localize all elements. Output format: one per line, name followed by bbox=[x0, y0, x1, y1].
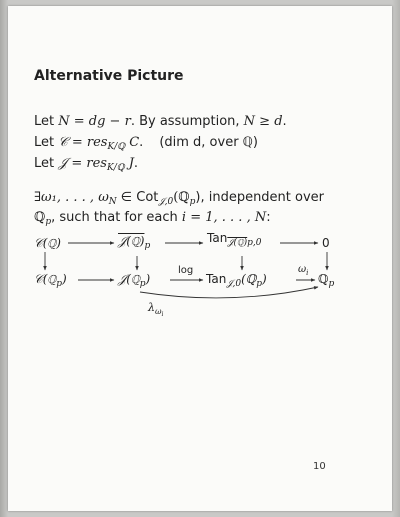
line-4-mid: ∈ Cot bbox=[116, 190, 159, 205]
node-Qp-sub: p bbox=[328, 279, 335, 289]
line-5-math: ℚ bbox=[34, 210, 46, 225]
node-Tan-top-label: Tan bbox=[207, 231, 228, 245]
arrow-label-log-text: log bbox=[178, 265, 194, 276]
node-Tan-bottom-sub: 𝒥,0 bbox=[226, 279, 242, 289]
arrow-label-lambda-text: λ bbox=[148, 301, 155, 314]
line-4-math2: (ℚ bbox=[173, 190, 190, 205]
line-4-math: ∃ω₁, . . . , ω bbox=[34, 190, 109, 205]
line-4-sub2: 𝒥,0 bbox=[158, 197, 174, 207]
node-Tan-top-sub: 𝒥(ℚ) bbox=[227, 238, 248, 248]
node-C-Qp-label: 𝒞(ℚ bbox=[34, 272, 57, 286]
node-C-Q-label: 𝒞(ℚ) bbox=[34, 236, 61, 250]
node-J-Qp: 𝒥(ℚ$_p$) bbox=[118, 272, 151, 289]
line-2-sub: K/ℚ bbox=[107, 142, 126, 152]
line-1-mid: . By assumption, bbox=[130, 114, 244, 129]
node-J-Q-sub: p bbox=[144, 241, 151, 251]
arrow-label-omega-sub: i bbox=[306, 269, 309, 277]
slide-title: Alternative Picture bbox=[34, 68, 184, 84]
line-5-math2: i = 1, . . . , N bbox=[181, 210, 267, 225]
line-2-end: . bbox=[139, 135, 144, 150]
line-3-math2: J bbox=[124, 156, 134, 171]
line-1-math2: N ≥ d bbox=[243, 114, 283, 129]
line-4-sub: N bbox=[108, 197, 117, 207]
line-4-sub3: p bbox=[189, 197, 196, 207]
node-Qp-label: ℚ bbox=[318, 272, 329, 286]
node-C-Qp: 𝒞(ℚ$_p$) bbox=[34, 272, 67, 289]
arrow-label-omega-text: ω bbox=[298, 264, 307, 275]
line-1-end: . bbox=[282, 114, 287, 129]
line-2-math2: C bbox=[125, 135, 140, 150]
line-4-end: ), independent over bbox=[195, 190, 325, 205]
line-1-prefix: Let bbox=[34, 114, 59, 129]
line-5-end: : bbox=[266, 210, 271, 225]
arrow-label-lambda-subsub: i bbox=[161, 311, 164, 318]
line-2-prefix: Let bbox=[34, 135, 59, 150]
line-5-sub: p bbox=[45, 217, 52, 227]
node-Tan-top-sub2: p,0 bbox=[247, 238, 262, 248]
node-J-Qp-label: 𝒥(ℚ bbox=[118, 272, 140, 286]
node-C-Qp-sub: p bbox=[56, 279, 63, 289]
line-3-sub: K/ℚ bbox=[106, 163, 125, 173]
arrow-label-lambda-sub: ω bbox=[154, 307, 162, 316]
node-J-Qp-sub: p bbox=[139, 279, 146, 289]
node-J-Q-label: 𝒥(ℚ) bbox=[118, 234, 145, 248]
line-2-note: (dim d, over ℚ) bbox=[159, 135, 258, 150]
arrow-lambda-curve bbox=[140, 287, 318, 298]
node-Tan-bottom-label: Tan bbox=[206, 272, 227, 286]
node-Tan-bottom: Tan$_{𝒥,0}$(ℚ$_p$) bbox=[206, 272, 267, 289]
line-5-text: , such that for each bbox=[51, 210, 182, 225]
line-3-prefix: Let bbox=[34, 156, 59, 171]
line-3-math: 𝒥 = res bbox=[58, 156, 107, 171]
line-2-math: 𝒞 = res bbox=[58, 135, 108, 150]
node-zero-label: 0 bbox=[322, 236, 330, 250]
page-number: 10 bbox=[313, 461, 326, 472]
line-1-math: N = dg − r bbox=[58, 114, 131, 129]
line-3-end: . bbox=[133, 156, 139, 171]
